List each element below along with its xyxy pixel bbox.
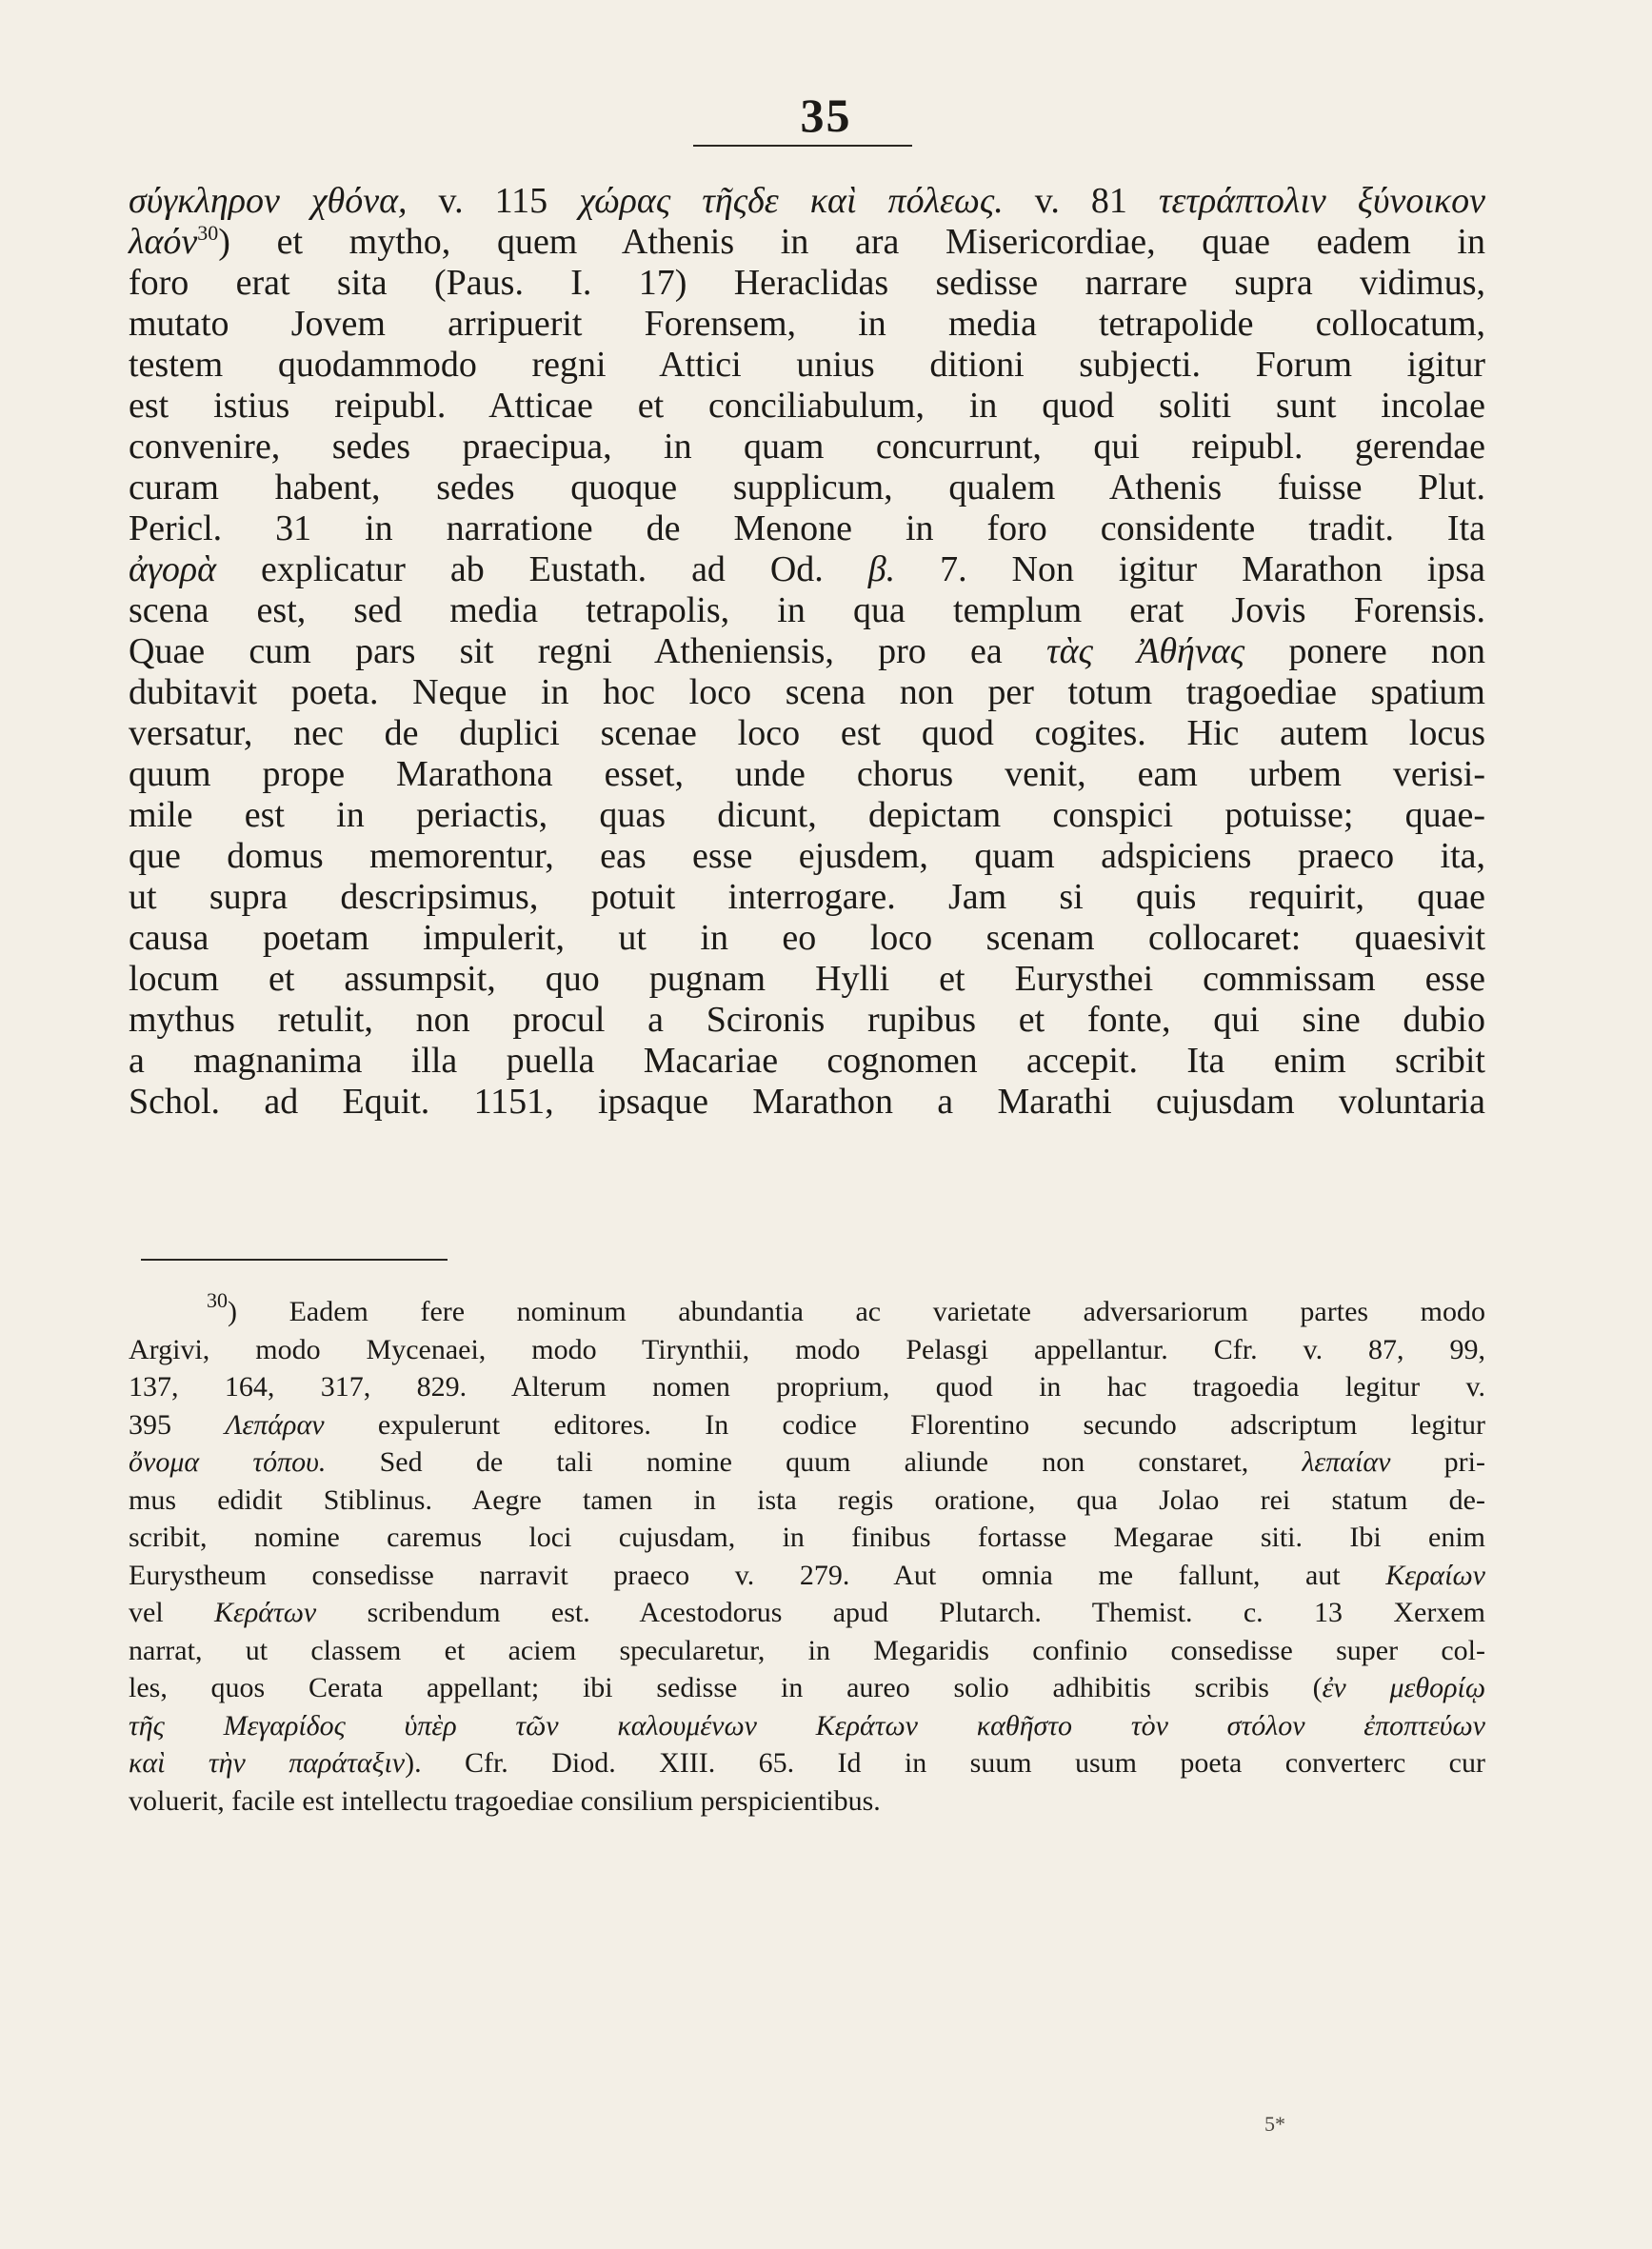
text-run: ponere non	[1244, 631, 1485, 671]
greek-phrase: ἀγορὰ	[129, 549, 217, 589]
text-run: que domus memorentur, eas esse ejusdem, quam adspiciens praeco ita,	[129, 836, 1485, 876]
text-run: Schol. ad Equit. 1151, ipsaque Marathon a Marathi cujusdam voluntaria	[129, 1082, 1485, 1122]
greek-phrase: Κεράτων	[214, 1597, 317, 1628]
text-run: mile est in periactis, quas dicunt, depictam conspici potuisse; quae-	[129, 795, 1485, 835]
signature-mark: 5*	[1264, 2112, 1285, 2136]
text-line	[129, 468, 1485, 508]
text-run: pri-	[1390, 1446, 1485, 1478]
footnote-marker: 30	[197, 221, 219, 245]
text-line	[129, 1041, 1485, 1082]
greek-phrase: ὄνομα τόπου.	[129, 1446, 327, 1478]
footnote-line	[129, 1594, 1485, 1632]
footnote-line	[129, 1557, 1485, 1595]
text-run: mythus retulit, non procul a Scironis rupibus et fonte, qui sine dubio	[129, 1000, 1485, 1040]
text-run: Eurystheum consedisse narravit praeco v. 279. Aut omnia me fallunt, aut	[129, 1559, 1386, 1591]
text-run: convenire, sedes praecipua, in quam concurrunt, qui reipubl. gerendae	[129, 427, 1485, 467]
greek-phrase: ἐν μεθορίῳ	[1322, 1672, 1485, 1703]
text-run: Sed de tali nomine quum aliunde non constaret,	[326, 1446, 1303, 1478]
text-line	[129, 427, 1485, 468]
text-run: curam habent, sedes quoque supplicum, qualem Athenis fuisse Plut.	[129, 468, 1485, 508]
text-run: ) Eadem fere nominum abundantia ac varietate adversariorum partes modo	[228, 1296, 1485, 1327]
text-line	[129, 590, 1485, 631]
text-run: narrat, ut classem et aciem specularetur, in Megaridis confinio consedisse super col-	[129, 1634, 1485, 1666]
text-run: 395	[129, 1408, 226, 1441]
text-line	[129, 631, 1485, 672]
text-run: explicatur ab Eustath. ad Od.	[216, 549, 868, 589]
text-line	[129, 549, 1485, 590]
greek-phrase: χώρας τῆςδε καὶ πόλεως.	[579, 181, 1004, 221]
text-run: vel	[129, 1597, 215, 1628]
text-run: Argivi, modo Mycenaei, modo Tirynthii, modo Pelasgi appellantur. Cfr. v. 87, 99,	[129, 1333, 1485, 1365]
text-run: causa poetam impulerit, ut in eo loco scenam collocaret: quaesivit	[129, 918, 1485, 958]
text-run: testem quodammodo regni Attici unius ditioni subjecti. Forum igitur	[129, 345, 1485, 385]
text-run: a magnanima illa puella Macariae cognomen accepit. Ita enim scribit	[129, 1041, 1485, 1081]
text-run: 7. Non igitur Marathon ipsa	[895, 549, 1485, 589]
text-run: les, quos Cerata appellant; ibi sedisse in aureo solio adhibitis scribis (	[129, 1672, 1323, 1703]
footnote-line	[129, 1443, 1485, 1482]
text-run: dubitavit poeta. Neque in hoc loco scena non per totum tragoediae spatium	[129, 672, 1485, 712]
text-run: 137, 164, 317, 829. Alterum nomen proprium, quod in hac tragoedia legitur v.	[129, 1371, 1485, 1403]
greek-phrase: τῆς Μεγαρίδος ὑπὲρ τῶν καλουμένων Κεράτων καθῆστο τὸν στόλον ἐποπτεύων	[129, 1709, 1485, 1741]
footnote-line	[129, 1782, 1485, 1821]
text-run: v. 81	[1003, 181, 1159, 221]
greek-phrase: λαόν	[129, 222, 198, 262]
text-run: scena est, sed media tetrapolis, in qua templum erat Jovis Forensis.	[129, 590, 1485, 630]
text-run: scribit, nomine caremus loci cujusdam, in finibus fortasse Megarae siti. Ibi enim	[129, 1522, 1485, 1553]
text-line	[129, 918, 1485, 959]
text-run: foro erat sita (Paus. I. 17) Heraclidas sedisse narrare supra vidimus,	[129, 263, 1485, 303]
text-run: v. 115	[407, 181, 580, 221]
greek-phrase: καὶ τὴν παράταξιν	[129, 1747, 406, 1779]
footnote-line	[129, 1707, 1485, 1745]
footnote-line	[129, 1669, 1485, 1707]
text-run: quum prope Marathona esset, unde chorus venit, eam urbem verisi-	[129, 754, 1485, 794]
footnote-line	[129, 1744, 1485, 1782]
text-line	[129, 386, 1485, 427]
footnotes	[129, 1288, 1485, 1820]
footnote-line	[129, 1482, 1485, 1520]
text-line	[129, 263, 1485, 304]
text-run: locum et assumpsit, quo pugnam Hylli et Eurysthei commissam esse	[129, 959, 1485, 999]
text-run: Pericl. 31 in narratione de Menone in foro considente tradit. Ita	[129, 508, 1485, 548]
main-text	[129, 181, 1485, 1123]
text-run: expulerunt editores. In codice Florentino secundo adscriptum legitur	[324, 1408, 1485, 1441]
text-run: Quae cum pars sit regni Atheniensis, pro ea	[129, 631, 1046, 671]
header-rule	[693, 145, 912, 147]
text-line	[129, 304, 1485, 345]
text-line	[129, 754, 1485, 795]
footnote-marker: 30	[207, 1288, 228, 1312]
text-line	[129, 795, 1485, 836]
text-run: mutato Jovem arripuerit Forensem, in media tetrapolide collocatum,	[129, 304, 1485, 344]
text-line	[129, 1082, 1485, 1123]
text-run: est istius reipubl. Atticae et conciliabulum, in quod soliti sunt incolae	[129, 386, 1485, 426]
greek-phrase: τετράπτολιν ξύνοικον	[1158, 181, 1485, 221]
greek-phrase: λεπαίαν	[1302, 1446, 1391, 1478]
footnote-line	[129, 1632, 1485, 1670]
footnote-line	[129, 1331, 1485, 1369]
text-line	[129, 1000, 1485, 1041]
page-number: 35	[800, 89, 852, 142]
text-run: mus edidit Stiblinus. Aegre tamen in ista regis oratione, qua Jolao rei statum de-	[129, 1483, 1485, 1516]
text-line	[129, 877, 1485, 918]
text-line	[129, 508, 1485, 549]
footnote-line	[129, 1288, 1485, 1331]
text-run: ) et mytho, quem Athenis in ara Misericordiae, quae eadem in	[218, 222, 1485, 262]
footnote-rule	[141, 1259, 448, 1261]
text-run: ut supra descripsimus, potuit interrogare. Jam si quis requirit, quae	[129, 877, 1485, 917]
text-line	[129, 959, 1485, 1000]
greek-phrase: Κεραίων	[1385, 1559, 1485, 1591]
text-line	[129, 345, 1485, 386]
text-run: versatur, nec de duplici scenae loco est quod cogites. Hic autem locus	[129, 713, 1485, 753]
text-run: voluerit, facile est intellectu tragoediae consilium perspicientibus.	[129, 1784, 881, 1817]
text-line	[129, 222, 1485, 263]
footnote-line	[129, 1368, 1485, 1406]
text-line	[129, 181, 1485, 222]
footnote-line	[129, 1406, 1485, 1444]
text-line	[129, 713, 1485, 754]
greek-phrase: τὰς Ἀθήνας	[1045, 631, 1245, 671]
greek-phrase: β.	[867, 549, 896, 589]
text-run: ). Cfr. Diod. XIII. 65. Id in suum usum poeta converterc cur	[405, 1747, 1485, 1779]
text-line	[129, 836, 1485, 877]
footnote-line	[129, 1519, 1485, 1557]
greek-phrase: Λεπάραν	[225, 1408, 325, 1441]
text-run: scribendum est. Acestodorus apud Plutarch. Themist. c. 13 Xerxem	[316, 1597, 1485, 1628]
text-line	[129, 672, 1485, 713]
greek-phrase: σύγκληρον χθόνα,	[129, 181, 408, 221]
